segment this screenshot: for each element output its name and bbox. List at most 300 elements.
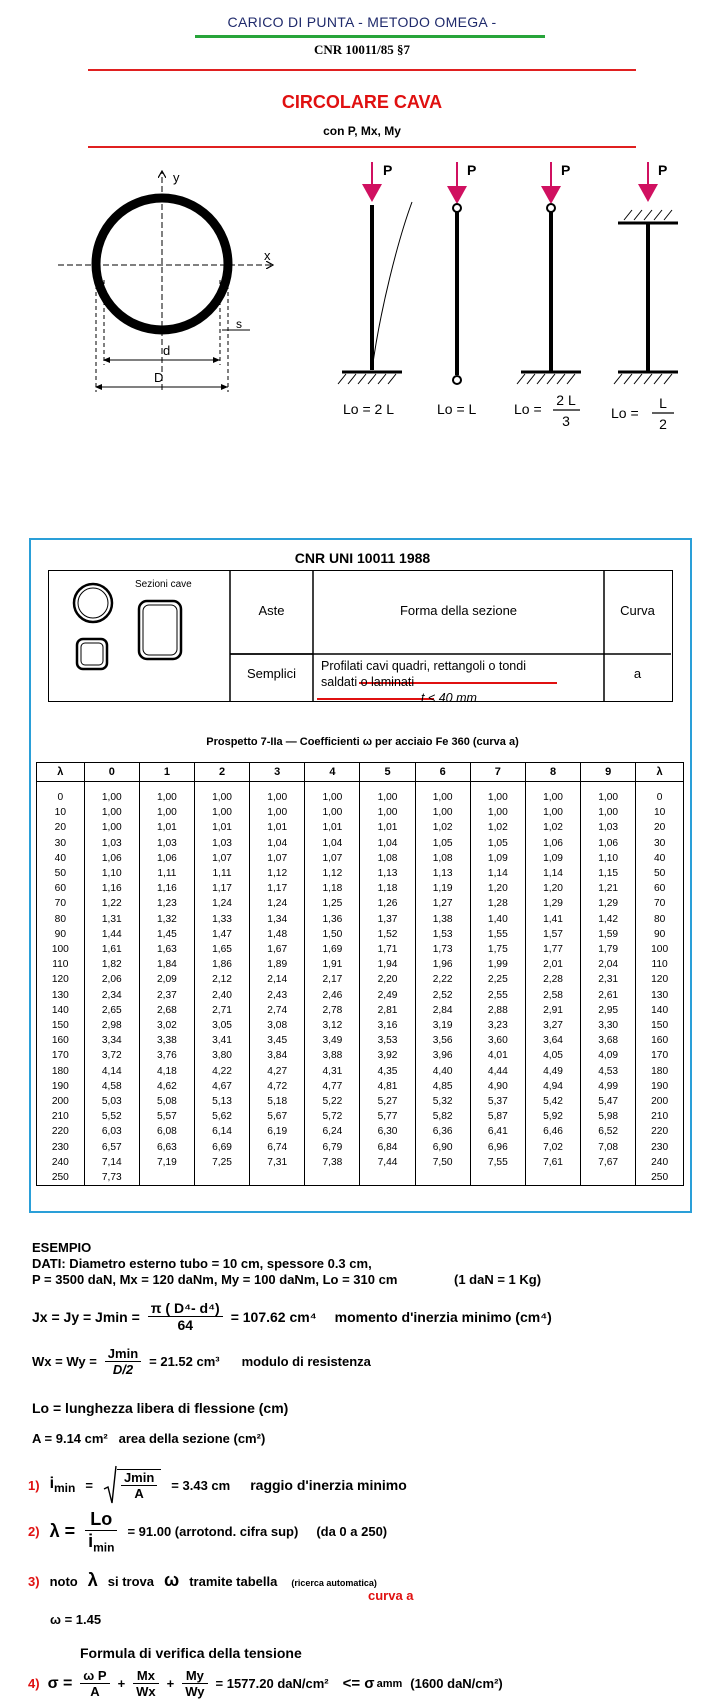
omega-cell: 20 [636, 820, 684, 835]
omega-cell: 1,24 [250, 896, 305, 911]
section-classification-box [48, 570, 673, 705]
omega-cell: 4,62 [139, 1079, 194, 1094]
omega-cell: 6,24 [305, 1124, 360, 1139]
omega-cell: 2,74 [250, 1003, 305, 1018]
omega-cell: 3,45 [250, 1033, 305, 1048]
omega-cell: 1,41 [525, 912, 580, 927]
omega-cell: 3,41 [194, 1033, 249, 1048]
omega-cell: 2,04 [581, 957, 636, 972]
omega-cell: 1,00 [360, 782, 415, 806]
omega-cell: 5,13 [194, 1094, 249, 1109]
omega-cell: 1,82 [84, 957, 139, 972]
omega-cell: 3,34 [84, 1033, 139, 1048]
omega-cell: 160 [636, 1033, 684, 1048]
omega-row [37, 1094, 684, 1109]
omega-cell: 3,16 [360, 1018, 415, 1033]
omega-row [37, 896, 684, 911]
omega-cell: 4,35 [360, 1064, 415, 1079]
omega-cell: 3,80 [194, 1048, 249, 1063]
omega-cell: 1,25 [305, 896, 360, 911]
omega-cell: 2,71 [194, 1003, 249, 1018]
omega-row [37, 1109, 684, 1124]
omega-cell: 7,50 [415, 1155, 470, 1170]
omega-cell: 1,01 [194, 820, 249, 835]
omega-cell: 6,19 [250, 1124, 305, 1139]
step-2-lambda: 2) λ = $\frac{Lo}{i_{min}}$ = 91.00 (arrotond. cifra sup) (da 0 a 250) [28, 1509, 388, 1555]
omega-cell: 2,91 [525, 1003, 580, 1018]
omega-cell: 1,07 [194, 851, 249, 866]
omega-cell: 1,31 [84, 912, 139, 927]
omega-cell: 4,22 [194, 1064, 249, 1079]
omega-cell: 1,59 [581, 927, 636, 942]
omega-cell: 6,69 [194, 1140, 249, 1155]
omega-cell [250, 1170, 305, 1186]
omega-cell: 3,92 [360, 1048, 415, 1063]
omega-cell: 5,62 [194, 1109, 249, 1124]
omega-cell: 1,12 [305, 866, 360, 881]
omega-cell: 5,92 [525, 1109, 580, 1124]
omega-coefficients-table [36, 762, 684, 1186]
omega-cell: 4,31 [305, 1064, 360, 1079]
omega-cell: 1,07 [250, 851, 305, 866]
omega-cell: 190 [636, 1079, 684, 1094]
omega-cell: 4,49 [525, 1064, 580, 1079]
omega-cell: 1,00 [305, 805, 360, 820]
omega-cell: 3,53 [360, 1033, 415, 1048]
omega-cell: 1,45 [139, 927, 194, 942]
omega-cell: 10 [37, 805, 85, 820]
omega-cell: 5,87 [470, 1109, 525, 1124]
omega-cell: 1,02 [525, 820, 580, 835]
omega-value: ω = 1.45 [50, 1612, 102, 1627]
omega-cell: 3,84 [250, 1048, 305, 1063]
omega-cell: 1,29 [581, 896, 636, 911]
jx-formula: Jx = Jy = Jmin = $\frac{\text{π ( D⁴- d⁴)}}{64}$ = 107.62 cm⁴ momento d'inerzia minimo (cm⁴) [32, 1300, 552, 1333]
omega-cell: 7,67 [581, 1155, 636, 1170]
section-subtitle: con P, Mx, My [323, 124, 401, 138]
omega-cell: 2,37 [139, 988, 194, 1003]
omega-cell: 240 [636, 1155, 684, 1170]
omega-cell: 2,25 [470, 972, 525, 987]
omega-cell: 2,34 [84, 988, 139, 1003]
omega-cell: 1,69 [305, 942, 360, 957]
omega-cell: 1,01 [250, 820, 305, 835]
omega-cell: 2,22 [415, 972, 470, 987]
row-aste: Semplici [246, 666, 297, 681]
omega-header-cell: λ [37, 763, 85, 782]
omega-cell: 4,18 [139, 1064, 194, 1079]
omega-row [37, 912, 684, 927]
omega-row [37, 1170, 684, 1186]
omega-cell: 1,32 [139, 912, 194, 927]
lo-label-4-num: L [659, 395, 667, 411]
omega-cell: 1,34 [250, 912, 305, 927]
omega-cell: 1,16 [139, 881, 194, 896]
omega-cell: 1,00 [84, 805, 139, 820]
omega-cell: 2,01 [525, 957, 580, 972]
omega-cell: 1,00 [415, 805, 470, 820]
omega-row [37, 972, 684, 987]
omega-cell: 210 [636, 1109, 684, 1124]
omega-cell: 50 [37, 866, 85, 881]
omega-cell [305, 1170, 360, 1186]
omega-cell: 1,77 [525, 942, 580, 957]
omega-cell: 1,55 [470, 927, 525, 942]
omega-cell: 30 [37, 836, 85, 851]
omega-cell: 6,03 [84, 1124, 139, 1139]
omega-cell: 220 [37, 1124, 85, 1139]
omega-cell: 5,27 [360, 1094, 415, 1109]
omega-cell: 6,57 [84, 1140, 139, 1155]
omega-cell: 1,99 [470, 957, 525, 972]
omega-cell: 100 [37, 942, 85, 957]
omega-cell: 210 [37, 1109, 85, 1124]
omega-cell: 1,23 [139, 896, 194, 911]
omega-cell: 2,12 [194, 972, 249, 987]
omega-cell: 3,27 [525, 1018, 580, 1033]
col-aste-header: Aste [258, 603, 285, 618]
omega-cell: 5,47 [581, 1094, 636, 1109]
omega-row [37, 851, 684, 866]
wx-formula: Wx = Wy = $\frac{Jmin}{D/2}$ = 21.52 cm³ modulo di resistenza [32, 1346, 371, 1377]
omega-cell: 7,19 [139, 1155, 194, 1170]
omega-cell: 7,02 [525, 1140, 580, 1155]
omega-cell: 120 [636, 972, 684, 987]
omega-cell: 4,94 [525, 1079, 580, 1094]
D-label: D [154, 370, 164, 385]
omega-cell: 6,46 [525, 1124, 580, 1139]
omega-cell: 50 [636, 866, 684, 881]
omega-cell: 170 [37, 1048, 85, 1063]
omega-cell: 1,53 [415, 927, 470, 942]
omega-cell: 160 [37, 1033, 85, 1048]
omega-cell: 150 [636, 1018, 684, 1033]
omega-cell: 180 [636, 1064, 684, 1079]
curva-label: curva a [368, 1588, 414, 1603]
omega-cell: 80 [37, 912, 85, 927]
omega-cell: 1,67 [250, 942, 305, 957]
omega-cell: 220 [636, 1124, 684, 1139]
omega-header-cell: 8 [525, 763, 580, 782]
divider-top [88, 69, 636, 71]
omega-cell: 1,18 [360, 881, 415, 896]
omega-cell: 3,88 [305, 1048, 360, 1063]
omega-cell: 1,36 [305, 912, 360, 927]
omega-cell: 3,05 [194, 1018, 249, 1033]
omega-header-cell: 2 [194, 763, 249, 782]
omega-cell: 1,91 [305, 957, 360, 972]
omega-cell: 4,40 [415, 1064, 470, 1079]
omega-cell: 140 [37, 1003, 85, 1018]
omega-cell: 2,81 [360, 1003, 415, 1018]
omega-cell: 1,61 [84, 942, 139, 957]
omega-header-cell: 6 [415, 763, 470, 782]
omega-cell: 1,19 [415, 881, 470, 896]
omega-cell: 4,14 [84, 1064, 139, 1079]
omega-cell: 130 [636, 988, 684, 1003]
omega-cell: 4,72 [250, 1079, 305, 1094]
omega-cell: 0 [37, 782, 85, 806]
omega-row [37, 1155, 684, 1170]
omega-row [37, 927, 684, 942]
omega-cell: 5,03 [84, 1094, 139, 1109]
omega-cell: 1,13 [415, 866, 470, 881]
omega-cell: 6,08 [139, 1124, 194, 1139]
omega-cell: 1,42 [581, 912, 636, 927]
omega-cell: 2,17 [305, 972, 360, 987]
omega-cell: 120 [37, 972, 85, 987]
omega-cell [139, 1170, 194, 1186]
omega-cell: 1,84 [139, 957, 194, 972]
omega-cell: 1,05 [470, 836, 525, 851]
x-label: x [264, 248, 271, 263]
omega-cell: 5,37 [470, 1094, 525, 1109]
omega-header-cell: 1 [139, 763, 194, 782]
omega-cell: 1,10 [84, 866, 139, 881]
omega-cell: 1,06 [525, 836, 580, 851]
omega-cell [360, 1170, 415, 1186]
omega-cell: 1,14 [525, 866, 580, 881]
omega-cell: 1,27 [415, 896, 470, 911]
omega-cell: 110 [37, 957, 85, 972]
omega-cell: 1,17 [250, 881, 305, 896]
omega-cell: 1,09 [525, 851, 580, 866]
omega-cell: 1,00 [305, 782, 360, 806]
omega-cell: 7,44 [360, 1155, 415, 1170]
omega-cell: 1,47 [194, 927, 249, 942]
omega-cell: 80 [636, 912, 684, 927]
omega-cell: 7,61 [525, 1155, 580, 1170]
omega-cell: 5,57 [139, 1109, 194, 1124]
omega-cell: 5,98 [581, 1109, 636, 1124]
lo-label-4-lead: Lo = [611, 405, 639, 421]
omega-cell: 2,49 [360, 988, 415, 1003]
omega-cell: 5,82 [415, 1109, 470, 1124]
omega-cell: 3,23 [470, 1018, 525, 1033]
omega-cell: 3,72 [84, 1048, 139, 1063]
omega-cell: 1,09 [470, 851, 525, 866]
s-label: s [236, 317, 242, 331]
omega-cell: 200 [636, 1094, 684, 1109]
omega-cell: 0 [636, 782, 684, 806]
omega-cell: 7,55 [470, 1155, 525, 1170]
omega-cell: 1,03 [84, 836, 139, 851]
omega-cell: 1,06 [139, 851, 194, 866]
omega-cell: 2,95 [581, 1003, 636, 1018]
divider-bottom [88, 146, 636, 148]
omega-cell: 3,49 [305, 1033, 360, 1048]
norm-reference: CNR 10011/85 §7 [313, 42, 411, 57]
lo-label-4-den: 2 [659, 416, 667, 432]
omega-cell: 1,08 [415, 851, 470, 866]
omega-cell: 130 [37, 988, 85, 1003]
omega-cell: 5,52 [84, 1109, 139, 1124]
omega-cell: 1,10 [581, 851, 636, 866]
omega-cell: 1,94 [360, 957, 415, 972]
step-3-omega: 3) noto λ si trova ω tramite tabella (ricerca automatica) [28, 1570, 377, 1590]
omega-cell: 7,08 [581, 1140, 636, 1155]
omega-cell: 1,65 [194, 942, 249, 957]
omega-row [37, 1048, 684, 1063]
example-heading: ESEMPIO [32, 1240, 92, 1255]
omega-cell: 1,37 [360, 912, 415, 927]
omega-cell: 2,84 [415, 1003, 470, 1018]
omega-cell: 1,00 [470, 782, 525, 806]
omega-cell: 1,96 [415, 957, 470, 972]
omega-cell: 5,42 [525, 1094, 580, 1109]
omega-cell: 1,75 [470, 942, 525, 957]
omega-cell: 190 [37, 1079, 85, 1094]
omega-cell: 70 [636, 896, 684, 911]
omega-cell: 2,31 [581, 972, 636, 987]
omega-cell: 2,43 [250, 988, 305, 1003]
omega-cell: 1,20 [525, 881, 580, 896]
omega-cell: 100 [636, 942, 684, 957]
omega-cell: 1,24 [194, 896, 249, 911]
omega-cell: 5,67 [250, 1109, 305, 1124]
omega-cell: 1,00 [360, 805, 415, 820]
omega-cell: 1,40 [470, 912, 525, 927]
omega-row [37, 866, 684, 881]
omega-cell: 3,64 [525, 1033, 580, 1048]
omega-cell: 3,56 [415, 1033, 470, 1048]
omega-cell: 4,05 [525, 1048, 580, 1063]
omega-cell: 2,78 [305, 1003, 360, 1018]
lo-definition: Lo = lunghezza libera di flessione (cm) [32, 1400, 289, 1416]
omega-cell: 30 [636, 836, 684, 851]
formula-title: Formula di verifica della tensione [80, 1645, 302, 1661]
omega-cell: 70 [37, 896, 85, 911]
col-forma-header: Forma della sezione [399, 603, 518, 618]
omega-cell: 5,32 [415, 1094, 470, 1109]
omega-cell: 4,85 [415, 1079, 470, 1094]
omega-cell: 1,52 [360, 927, 415, 942]
omega-cell: 230 [636, 1140, 684, 1155]
omega-cell: 230 [37, 1140, 85, 1155]
omega-cell: 170 [636, 1048, 684, 1063]
omega-cell: 1,26 [360, 896, 415, 911]
omega-cell: 6,30 [360, 1124, 415, 1139]
omega-cell: 140 [636, 1003, 684, 1018]
omega-cell: 1,11 [139, 866, 194, 881]
load-label-3: P [561, 162, 571, 178]
omega-row [37, 805, 684, 820]
omega-cell: 1,50 [305, 927, 360, 942]
omega-cell: 2,28 [525, 972, 580, 987]
omega-cell [525, 1170, 580, 1186]
omega-header-cell: 3 [250, 763, 305, 782]
omega-cell: 7,14 [84, 1155, 139, 1170]
omega-cell: 1,00 [84, 782, 139, 806]
omega-cell: 5,72 [305, 1109, 360, 1124]
prospetto-caption: Prospetto 7-IIa — Coefficienti ω per acciaio Fe 360 (curva a) [206, 736, 519, 748]
omega-cell: 1,00 [525, 805, 580, 820]
omega-cell: 1,14 [470, 866, 525, 881]
omega-row [37, 782, 684, 806]
omega-cell: 1,01 [305, 820, 360, 835]
omega-cell: 3,38 [139, 1033, 194, 1048]
omega-header-cell: 7 [470, 763, 525, 782]
omega-cell: 3,68 [581, 1033, 636, 1048]
omega-cell: 1,04 [360, 836, 415, 851]
omega-cell: 6,90 [415, 1140, 470, 1155]
omega-cell: 1,03 [581, 820, 636, 835]
omega-row [37, 881, 684, 896]
omega-cell: 3,76 [139, 1048, 194, 1063]
omega-cell: 3,08 [250, 1018, 305, 1033]
omega-header-cell: 0 [84, 763, 139, 782]
omega-cell: 1,00 [470, 805, 525, 820]
section-title: CIRCOLARE CAVA [281, 92, 443, 112]
omega-cell: 1,21 [581, 881, 636, 896]
omega-row [37, 988, 684, 1003]
omega-cell: 1,20 [470, 881, 525, 896]
omega-cell: 1,04 [250, 836, 305, 851]
page-title: CARICO DI PUNTA - METODO OMEGA - [227, 14, 497, 30]
omega-cell: 1,79 [581, 942, 636, 957]
omega-cell: 6,52 [581, 1124, 636, 1139]
omega-cell: 10 [636, 805, 684, 820]
omega-cell: 1,00 [525, 782, 580, 806]
omega-row [37, 1079, 684, 1094]
title-underline [195, 35, 545, 38]
step-4-sigma: 4) σ = $\frac{\text{ω P}}{A}$ + $\frac{Mx}{Wx}$ + $\frac{My}{Wy}$ = 1577.20 daN/cm² <= σ amm (1600 daN/cm²) [28, 1668, 503, 1699]
lo-label-2: Lo = L [437, 401, 477, 417]
omega-cell: 1,00 [250, 805, 305, 820]
omega-cell: 1,29 [525, 896, 580, 911]
omega-cell: 4,01 [470, 1048, 525, 1063]
omega-cell: 1,00 [194, 805, 249, 820]
omega-cell: 7,38 [305, 1155, 360, 1170]
omega-cell: 3,12 [305, 1018, 360, 1033]
omega-cell: 1,57 [525, 927, 580, 942]
sections-label: Sezioni cave [135, 579, 192, 590]
omega-cell: 1,22 [84, 896, 139, 911]
omega-cell: 240 [37, 1155, 85, 1170]
omega-cell: 7,31 [250, 1155, 305, 1170]
omega-cell: 2,52 [415, 988, 470, 1003]
omega-row [37, 1140, 684, 1155]
omega-cell: 4,09 [581, 1048, 636, 1063]
d-label: d [163, 343, 171, 358]
omega-cell: 6,36 [415, 1124, 470, 1139]
omega-header-cell: 9 [581, 763, 636, 782]
omega-cell: 1,01 [139, 820, 194, 835]
step-1-imin: 1) $i_{min}$ = $\frac{Jmin}{A}$ = 3.43 cm raggio d'inerzia minimo [28, 1465, 407, 1505]
omega-cell: 1,13 [360, 866, 415, 881]
omega-cell: 2,09 [139, 972, 194, 987]
omega-cell: 6,14 [194, 1124, 249, 1139]
omega-cell: 1,33 [194, 912, 249, 927]
omega-cell: 2,20 [360, 972, 415, 987]
omega-cell: 1,38 [415, 912, 470, 927]
omega-cell: 2,88 [470, 1003, 525, 1018]
omega-cell: 4,44 [470, 1064, 525, 1079]
round-tube-icon [74, 584, 112, 622]
omega-cell: 40 [636, 851, 684, 866]
omega-cell: 6,41 [470, 1124, 525, 1139]
omega-cell: 1,08 [360, 851, 415, 866]
omega-cell: 4,90 [470, 1079, 525, 1094]
lo-label-3-lead: Lo = [514, 401, 542, 417]
omega-cell: 4,27 [250, 1064, 305, 1079]
omega-cell: 4,67 [194, 1079, 249, 1094]
omega-cell: 2,68 [139, 1003, 194, 1018]
omega-header-cell: λ [636, 763, 684, 782]
omega-cell: 1,00 [581, 782, 636, 806]
omega-cell: 1,07 [305, 851, 360, 866]
omega-cell: 1,12 [250, 866, 305, 881]
